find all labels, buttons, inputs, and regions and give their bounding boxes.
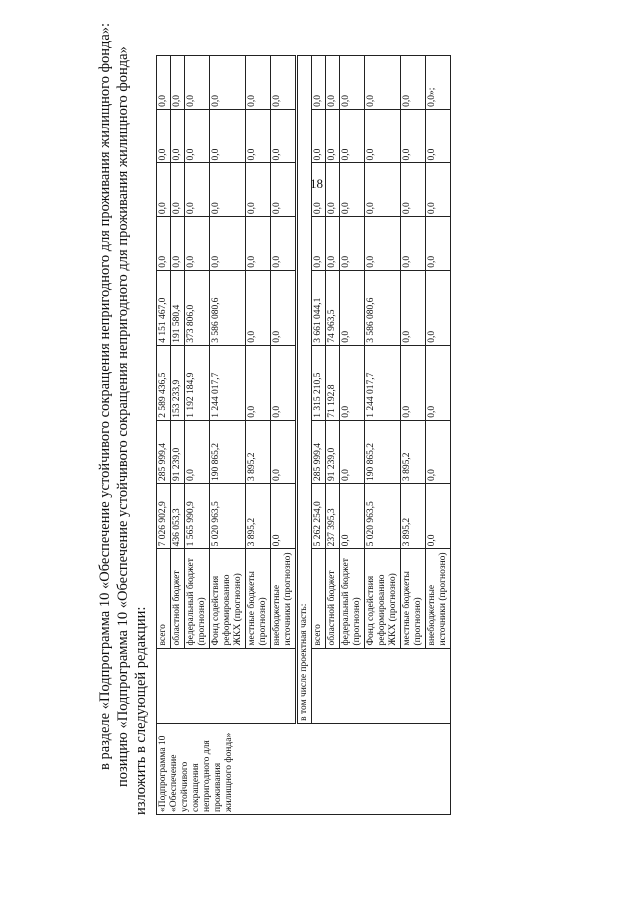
value-cell: 0,0 <box>185 420 210 483</box>
value-cell: 0,0 <box>210 56 246 110</box>
value-cell: 0,0 <box>312 109 326 163</box>
source-label: местные бюджеты (прогнозно) <box>401 549 426 648</box>
value-cell: 0,0 <box>171 163 185 217</box>
intro-line-3: изложить в следующей редакции: <box>133 606 149 815</box>
empty-cell <box>312 648 451 723</box>
value-cell: 0,0 <box>401 270 426 345</box>
value-cell: 5 262 254,0 <box>312 484 326 549</box>
value-cell: 190 865,2 <box>210 420 246 483</box>
value-cell: 237 395,3 <box>326 484 340 549</box>
value-cell: 191 580,4 <box>171 270 185 345</box>
value-cell: 0,0 <box>426 163 451 217</box>
value-cell: 0,0 <box>426 484 451 549</box>
value-cell: 0,0 <box>426 420 451 483</box>
value-cell: 1 244 017,7 <box>210 345 246 420</box>
value-cell: 0,0 <box>401 217 426 271</box>
value-cell: 0,0 <box>340 345 365 420</box>
value-cell: 0,0 <box>171 56 185 110</box>
value-cell: 3 895,2 <box>401 484 426 549</box>
value-cell: 91 239,0 <box>326 420 340 483</box>
value-cell: 0,0 <box>246 163 271 217</box>
source-label: всего <box>157 549 171 648</box>
program-name: «Подпрограмма 10 «Обеспечение устойчивого сокращения непригодного для проживания жилищного фонда» <box>157 723 451 814</box>
value-cell: 0,0 <box>326 217 340 271</box>
value-cell: 0,0 <box>246 109 271 163</box>
value-cell: 0,0 <box>340 270 365 345</box>
value-cell: 0,0 <box>271 56 297 110</box>
value-cell: 0,0 <box>340 56 365 110</box>
value-cell: 0,0 <box>426 345 451 420</box>
value-cell: 0,0 <box>157 56 171 110</box>
value-cell: 0,0 <box>171 217 185 271</box>
source-label: внебюджетные источники (прогнозно) <box>271 549 297 648</box>
value-cell: 0,0 <box>312 217 326 271</box>
value-cell: 3 895,2 <box>401 420 426 483</box>
value-cell: 74 963,5 <box>326 270 340 345</box>
value-cell: 3 895,2 <box>246 484 271 549</box>
section-total <box>157 56 451 815</box>
source-label: Фонд содействия реформированию ЖКХ (прогнозно) <box>365 549 401 648</box>
value-cell: 0,0 <box>312 163 326 217</box>
value-cell: 0,0 <box>312 56 326 110</box>
value-cell: 0,0 <box>246 217 271 271</box>
intro-line-1: в разделе «Подпрограмма 10 «Обеспечение устойчивого сокращения непригодного для проживания жилищного фонда»: <box>97 22 113 770</box>
value-cell: 0,0 <box>326 56 340 110</box>
page-number: 18 <box>310 176 323 191</box>
value-cell: 3 586 080,6 <box>210 270 246 345</box>
value-cell: 0,0 <box>340 420 365 483</box>
value-cell: 0,0 <box>365 163 401 217</box>
value-cell: 0,0 <box>340 217 365 271</box>
source-label: федеральный бюджет (прогнозно) <box>185 549 210 648</box>
value-cell: 0,0 <box>185 56 210 110</box>
value-cell: 0,0 <box>401 345 426 420</box>
value-cell: 0,0 <box>171 109 185 163</box>
value-cell: 153 233,9 <box>171 345 185 420</box>
value-cell: 436 053,3 <box>171 484 185 549</box>
table-row <box>312 56 326 815</box>
value-cell: 0,0 <box>340 163 365 217</box>
value-cell: 3 661 044,1 <box>312 270 326 345</box>
value-cell: 0,0 <box>401 56 426 110</box>
table-row <box>157 56 171 815</box>
value-cell: 3 895,2 <box>246 420 271 483</box>
value-cell: 0,0»; <box>426 56 451 110</box>
value-cell: 0,0 <box>271 484 297 549</box>
value-cell: 0,0 <box>426 109 451 163</box>
table-row <box>297 56 312 815</box>
value-cell: 5 020 963,5 <box>210 484 246 549</box>
value-cell: 4 151 467,0 <box>157 270 171 345</box>
value-cell: 71 192,8 <box>326 345 340 420</box>
source-label: внебюджетные источники (прогнозно) <box>426 549 451 648</box>
budget-table <box>156 55 451 815</box>
value-cell: 0,0 <box>426 217 451 271</box>
value-cell: 1 192 184,9 <box>185 345 210 420</box>
intro-text <box>96 22 150 815</box>
value-cell: 0,0 <box>326 163 340 217</box>
value-cell: 190 865,2 <box>365 420 401 483</box>
value-cell: 1 565 990,9 <box>185 484 210 549</box>
value-cell: 0,0 <box>246 270 271 345</box>
value-cell: 0,0 <box>271 163 297 217</box>
value-cell: 0,0 <box>185 217 210 271</box>
value-cell: 3 586 080,6 <box>365 270 401 345</box>
value-cell: 2 589 436,5 <box>157 345 171 420</box>
value-cell: 0,0 <box>210 163 246 217</box>
value-cell: 0,0 <box>365 56 401 110</box>
value-cell: 0,0 <box>271 345 297 420</box>
source-label: областной бюджет <box>171 549 185 648</box>
value-cell: 0,0 <box>210 217 246 271</box>
value-cell: 0,0 <box>401 109 426 163</box>
source-label: Фонд содействия реформированию ЖКХ (прогнозно) <box>210 549 246 648</box>
source-label: местные бюджеты (прогнозно) <box>246 549 271 648</box>
value-cell: 0,0 <box>157 163 171 217</box>
value-cell: 0,0 <box>271 420 297 483</box>
value-cell: 285 999,4 <box>157 420 171 483</box>
source-label: всего <box>312 549 326 648</box>
value-cell: 373 806,0 <box>185 270 210 345</box>
value-cell: 0,0 <box>246 56 271 110</box>
value-cell: 0,0 <box>365 109 401 163</box>
value-cell: 91 239,0 <box>171 420 185 483</box>
value-cell: 285 999,4 <box>312 420 326 483</box>
value-cell: 0,0 <box>365 217 401 271</box>
source-label: областной бюджет <box>326 549 340 648</box>
rotated-content <box>96 22 566 815</box>
empty-cell <box>157 648 297 723</box>
source-label: федеральный бюджет (прогнозно) <box>340 549 365 648</box>
value-cell: 0,0 <box>271 217 297 271</box>
value-cell: 0,0 <box>426 270 451 345</box>
value-cell: 0,0 <box>157 217 171 271</box>
value-cell: 0,0 <box>157 109 171 163</box>
value-cell: 0,0 <box>326 109 340 163</box>
value-cell: 1 315 210,5 <box>312 345 326 420</box>
value-cell: 0,0 <box>185 163 210 217</box>
value-cell: 5 020 963,5 <box>365 484 401 549</box>
value-cell: 0,0 <box>401 163 426 217</box>
value-cell: 0,0 <box>210 109 246 163</box>
value-cell: 1 244 017,7 <box>365 345 401 420</box>
intro-line-2: позицию «Подпрограмма 10 «Обеспечение устойчивого сокращения непригодного для проживания жилищного фонда» <box>115 46 131 787</box>
value-cell: 0,0 <box>271 109 297 163</box>
value-cell: 0,0 <box>340 109 365 163</box>
value-cell: 0,0 <box>340 484 365 549</box>
value-cell: 7 026 902,9 <box>157 484 171 549</box>
value-cell: 0,0 <box>246 345 271 420</box>
subheader: в том числе проектная часть: <box>297 56 312 724</box>
value-cell: 0,0 <box>271 270 297 345</box>
value-cell: 0,0 <box>185 109 210 163</box>
